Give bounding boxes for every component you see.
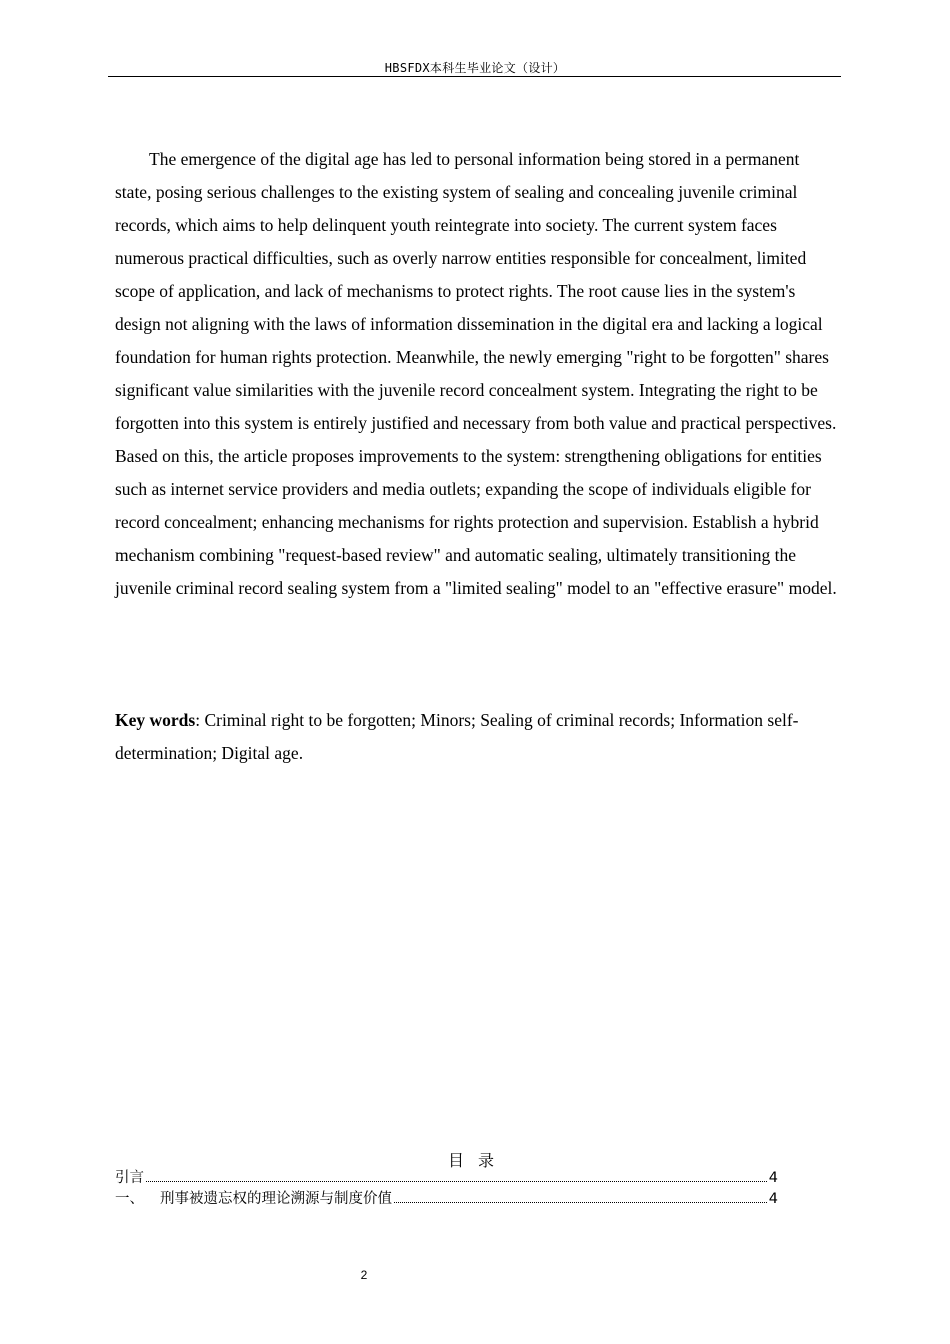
- toc-entry[interactable]: [115, 1189, 778, 1209]
- keywords-paragraph: [115, 704, 839, 770]
- toc-leader-dots: [146, 1181, 767, 1182]
- toc-entry-page: 4: [768, 1170, 778, 1186]
- toc-entry[interactable]: [115, 1168, 778, 1188]
- toc-leader-dots: [394, 1202, 767, 1203]
- toc-entry-title: 刑事被遗忘权的理论溯源与制度价值: [160, 1191, 392, 1207]
- toc-entry-number: 一、: [115, 1191, 144, 1207]
- keywords-label: Key words: [115, 710, 196, 730]
- toc-entry-title: 引言: [115, 1170, 144, 1186]
- toc-entry-page: 4: [768, 1191, 778, 1207]
- abstract-paragraph: The emergence of the digital age has led to personal information being stored in a permanent state, posing serious challenges to the existing system of sealing and concealing juvenile criminal records, which aims to help delinquent youth reintegrate into society. The current system faces numerous practical difficulties, such as overly narrow entities responsible for concealment, limited scope of application, and lack of mechanisms to protect rights. The root cause lies in the system's design not aligning with the laws of information dissemination in the digital era and lacking a logical foundation for human rights protection. Meanwhile, the newly emerging "right to be forgotten" shares significant value similarities with the juvenile record concealment system. Integrating the right to be forgotten into this system is entirely justified and necessary from both value and practical perspectives. Based on this, the article proposes improvements to the system: strengthening obligations for entities such as internet service providers and media outlets; expanding the scope of individuals eligible for record concealment; enhancing mechanisms for rights protection and supervision. Establish a hybrid mechanism combining "request-based review" and automatic sealing, ultimately transitioning the juvenile criminal record sealing system from a "limited sealing" model to an "effective erasure" model.: [115, 149, 837, 598]
- running-header: HBSFDX本科生毕业论文（设计）: [384, 61, 566, 75]
- page-number: 2: [360, 1268, 368, 1282]
- toc-title: 目录: [447, 1151, 508, 1170]
- keywords-text: : Criminal right to be forgotten; Minors; Sealing of criminal records; Information self-determination; Digital age.: [115, 710, 799, 763]
- header-divider: [108, 76, 841, 77]
